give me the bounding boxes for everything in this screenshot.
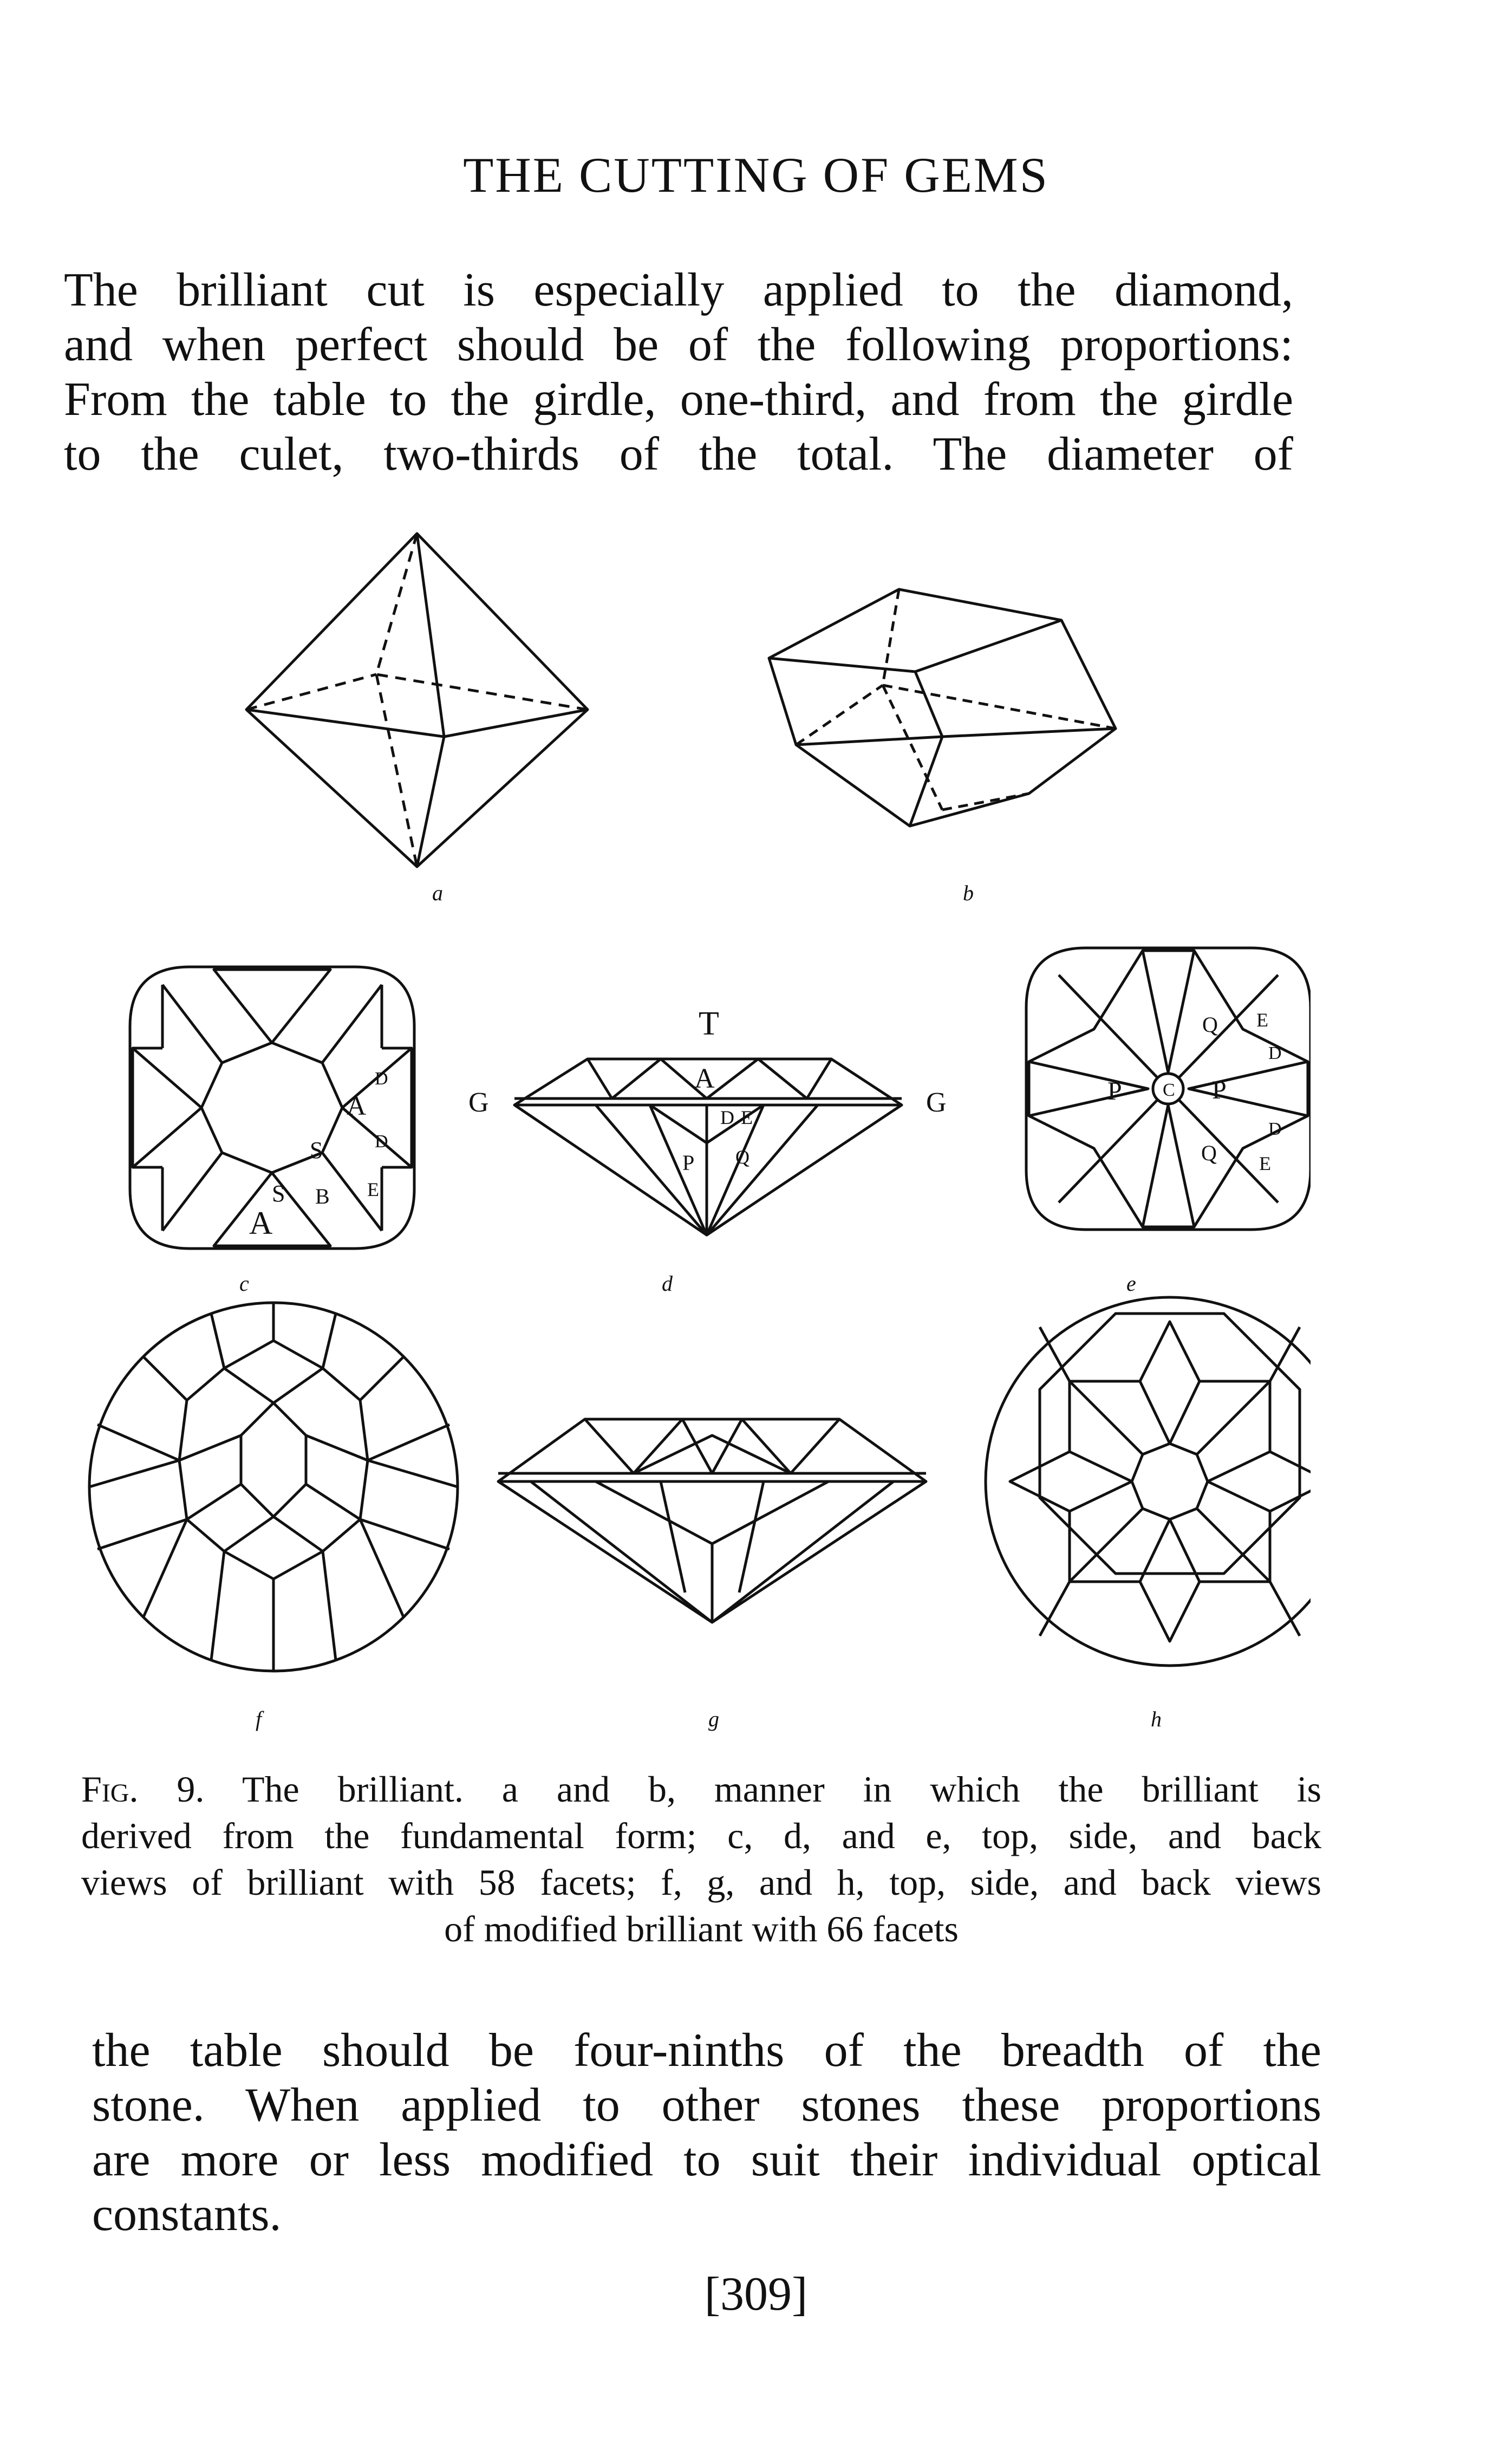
figure-caption bbox=[81, 1766, 1321, 1952]
paragraph-line: are more or less modified to suit their individual optical bbox=[92, 2134, 1321, 2186]
label-e: e bbox=[1126, 1271, 1136, 1296]
diagram-h-modified-back bbox=[986, 1297, 1311, 1731]
facet-label: B bbox=[315, 1184, 330, 1208]
facet-label: S bbox=[310, 1137, 323, 1164]
caption-line: views of brilliant with 58 facets; f, g, and h, top, side, and back views bbox=[81, 1862, 1321, 1903]
figure-number: Fig. 9. bbox=[81, 1769, 205, 1810]
caption-line: of modified brilliant with 66 facets bbox=[444, 1908, 959, 1949]
facet-label: D bbox=[375, 1069, 388, 1089]
facet-label: P bbox=[1212, 1076, 1227, 1104]
label-a: a bbox=[432, 881, 443, 905]
facet-label: T bbox=[699, 1005, 719, 1042]
diagram-a-octahedron bbox=[246, 534, 588, 905]
caption-line bbox=[81, 1766, 1321, 1812]
facet-label: Q bbox=[735, 1146, 750, 1168]
paragraph-line: From the table to the girdle, one-third, and from the girdle bbox=[64, 373, 1293, 426]
paragraph-line: constants. bbox=[92, 2188, 282, 2241]
label-f: f bbox=[256, 1707, 262, 1731]
figure-brilliant-cut bbox=[65, 515, 1311, 1760]
facet-label: P bbox=[682, 1150, 695, 1175]
label-c: c bbox=[239, 1271, 249, 1296]
facet-label: E bbox=[367, 1179, 379, 1200]
paragraph-top bbox=[64, 263, 1293, 482]
paragraph-line: stone. When applied to other stones these proportions bbox=[92, 2079, 1321, 2131]
diagram-d-brilliant-side bbox=[468, 1005, 947, 1296]
facet-label: G bbox=[468, 1087, 489, 1118]
diagram-f-modified-top bbox=[89, 1303, 458, 1731]
facet-label: D bbox=[720, 1107, 734, 1128]
facet-label: D bbox=[375, 1132, 388, 1152]
label-g: g bbox=[708, 1707, 719, 1731]
facet-label: D bbox=[1268, 1043, 1282, 1063]
facet-label: S bbox=[272, 1180, 285, 1207]
page-heading: THE CUTTING OF GEMS bbox=[463, 147, 1049, 203]
diagram-c-brilliant-top bbox=[130, 967, 414, 1296]
diagram-b-truncated-form bbox=[769, 589, 1116, 905]
paragraph-bottom bbox=[92, 2023, 1321, 2242]
facet-label: Q bbox=[1202, 1012, 1218, 1037]
label-b: b bbox=[963, 881, 974, 905]
facet-label: E bbox=[741, 1107, 753, 1128]
label-h: h bbox=[1151, 1707, 1162, 1731]
facet-label: A bbox=[249, 1205, 273, 1241]
caption-line: derived from the fundamental form; c, d, and e, top, side, and back bbox=[81, 1815, 1321, 1856]
facet-label: C bbox=[1163, 1080, 1175, 1100]
facet-label: E bbox=[1256, 1009, 1268, 1031]
paragraph-line: to the culet, two-thirds of the total. The diameter of bbox=[64, 428, 1293, 480]
paragraph-line: and when perfect should be of the following proportions: bbox=[64, 318, 1293, 371]
facet-label: E bbox=[1259, 1153, 1271, 1174]
paragraph-line: the table should be four-ninths of the breadth of the bbox=[92, 2024, 1321, 2077]
facet-label: D bbox=[1268, 1119, 1282, 1139]
facet-label: A bbox=[694, 1063, 715, 1094]
diagram-g-modified-side bbox=[498, 1419, 926, 1731]
paragraph-line: The brilliant cut is especially applied to the diamond, bbox=[64, 264, 1293, 316]
facet-label: Q bbox=[1201, 1141, 1217, 1165]
label-d: d bbox=[662, 1271, 673, 1296]
caption-text: The brilliant. a and b, manner in which the brilliant is bbox=[204, 1769, 1321, 1810]
facet-label: P bbox=[1107, 1077, 1122, 1106]
facet-label: A bbox=[347, 1090, 367, 1121]
page-number: [309] bbox=[704, 2268, 808, 2320]
diagram-e-brilliant-back bbox=[1026, 948, 1311, 1296]
facet-label: G bbox=[926, 1087, 947, 1118]
